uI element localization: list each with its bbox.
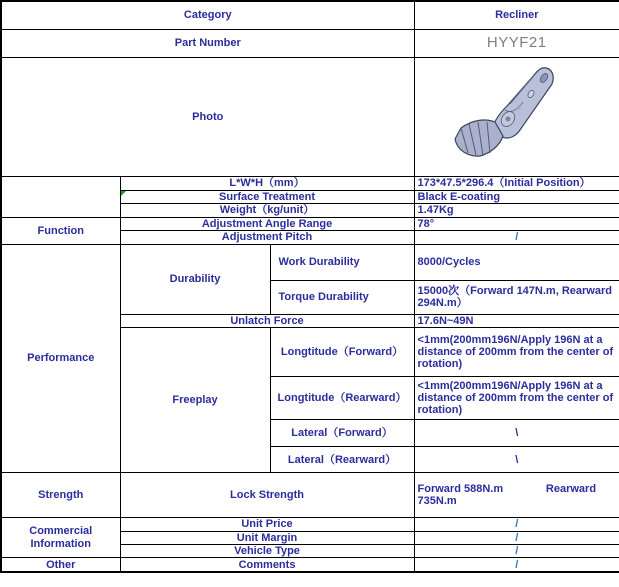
part-number-label: Part Number bbox=[1, 30, 414, 58]
lwh-value: 173*47.5*296.4（Initial Position） bbox=[414, 177, 619, 191]
lateral-rearward-value: \ bbox=[414, 447, 619, 473]
comments-value: / bbox=[414, 558, 619, 573]
longtitude-forward-label: Longtitude（Forward） bbox=[270, 328, 414, 377]
table-row bbox=[1, 473, 619, 518]
unit-price-value: / bbox=[414, 518, 619, 531]
weight-label: Weight（kg/unit） bbox=[120, 204, 414, 217]
table-row bbox=[1, 30, 619, 58]
unlatch-force-label: Unlatch Force bbox=[120, 314, 414, 327]
unit-margin-label: Unit Margin bbox=[120, 531, 414, 544]
weight-value: 1.47Kg bbox=[414, 204, 619, 217]
performance-section-label: Performance bbox=[1, 244, 120, 472]
longtitude-rearward-value: <1mm(200mm196N/Apply 196N at a distance of 200mm from the center of rotation) bbox=[414, 377, 619, 420]
spec-group-empty-cell bbox=[1, 177, 120, 218]
table-row bbox=[1, 558, 619, 573]
other-section-label: Other bbox=[1, 558, 120, 573]
unlatch-force-value: 17.6N~49N bbox=[414, 314, 619, 327]
table-row bbox=[1, 217, 619, 230]
freeplay-group-label: Freeplay bbox=[120, 328, 270, 473]
table-row bbox=[1, 177, 619, 191]
surface-treatment-label bbox=[120, 191, 414, 204]
work-durability-value: 8000/Cycles bbox=[414, 244, 619, 280]
adjustment-pitch-label: Adjustment Pitch bbox=[120, 230, 414, 244]
comments-label: Comments bbox=[120, 558, 414, 573]
table-row bbox=[1, 58, 619, 177]
unit-margin-value: / bbox=[414, 531, 619, 544]
lateral-rearward-label: Lateral（Rearward） bbox=[270, 447, 414, 473]
adjustment-angle-range-label: Adjustment Angle Range bbox=[120, 217, 414, 230]
longtitude-forward-value: <1mm(200mm196N/Apply 196N at a distance of 200mm from the center of rotation) bbox=[414, 328, 619, 377]
photo-label: Photo bbox=[1, 58, 414, 177]
adjustment-angle-range-value: 78° bbox=[414, 217, 619, 230]
table-row bbox=[1, 1, 619, 30]
green-corner-triangle-icon bbox=[121, 191, 126, 196]
unit-price-label: Unit Price bbox=[120, 518, 414, 531]
function-section-label: Function bbox=[1, 217, 120, 244]
recliner-photo-image bbox=[447, 62, 587, 168]
category-label: Category bbox=[1, 1, 414, 30]
work-durability-label: Work Durability bbox=[270, 244, 414, 280]
commercial-section-label: Commercial Information bbox=[1, 518, 120, 558]
category-value: Recliner bbox=[414, 1, 619, 30]
durability-group-label: Durability bbox=[120, 244, 270, 314]
vehicle-type-value: / bbox=[414, 544, 619, 557]
part-number-value: HYYF21 bbox=[414, 30, 619, 58]
torque-durability-value: 15000次（Forward 147N.m, Rearward 294N.m） bbox=[414, 280, 619, 314]
torque-durability-label: Torque Durability bbox=[270, 280, 414, 314]
surface-treatment-value: Black E-coating bbox=[414, 191, 619, 204]
lwh-label: L*W*H（mm） bbox=[120, 177, 414, 191]
table-row bbox=[1, 518, 619, 531]
vehicle-type-label: Vehicle Type bbox=[120, 544, 414, 557]
lateral-forward-label: Lateral（Forward） bbox=[270, 420, 414, 447]
lateral-forward-value: \ bbox=[414, 420, 619, 447]
lock-strength-value: Forward 588N.m Rearward 735N.m bbox=[414, 473, 619, 518]
lock-strength-label: Lock Strength bbox=[120, 473, 414, 518]
photo-cell bbox=[414, 58, 619, 177]
surface-treatment-label-text: Surface Treatment bbox=[219, 191, 315, 203]
strength-section-label: Strength bbox=[1, 473, 120, 518]
adjustment-pitch-value: / bbox=[414, 230, 619, 244]
table-row bbox=[1, 244, 619, 280]
longtitude-rearward-label: Longtitude（Rearward） bbox=[270, 377, 414, 420]
